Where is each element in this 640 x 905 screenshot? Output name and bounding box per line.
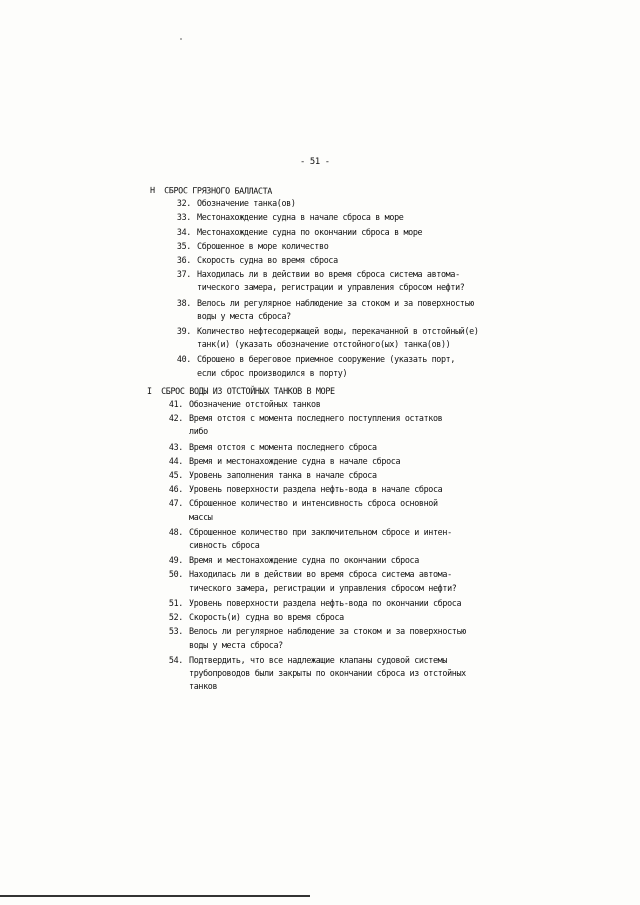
list-item — [150, 483, 530, 496]
item-number: 46. — [168, 484, 183, 495]
item-text-line: сивность сброса — [189, 540, 260, 551]
item-text — [189, 497, 530, 523]
item-text — [189, 455, 530, 468]
bottom-rule — [0, 895, 310, 897]
item-text — [197, 297, 530, 323]
item-number: 43. — [168, 441, 183, 452]
item-text-line: если сброс производился в порту) — [197, 367, 348, 378]
item-text-line: массы — [189, 511, 213, 522]
item-text-line: Скорость судна во время сброса — [197, 255, 338, 266]
scan-speck — [180, 38, 182, 40]
item-spacer — [150, 693, 530, 695]
list-item — [150, 469, 530, 482]
item-text — [189, 554, 530, 567]
item-number: 45. — [168, 470, 183, 481]
list-item — [150, 497, 530, 523]
section-title: СБРОС ВОДЫ ИЗ ОТСТОЙНЫХ ТАНКОВ В МОРЕ — [161, 385, 335, 396]
item-number: 47. — [168, 498, 183, 509]
list-item — [150, 398, 530, 411]
list-item — [150, 597, 530, 610]
list-item — [150, 568, 530, 594]
sections-container — [147, 184, 530, 695]
item-number: 33. — [176, 212, 191, 223]
item-text — [197, 254, 530, 267]
item-text-line: Обозначение отстойных танков — [189, 399, 321, 410]
item-text-line: танк(и) (указать обозначение отстойного(ых) танка(ов)) — [197, 339, 451, 350]
item-number: 41. — [168, 399, 183, 410]
item-text-line: Находилась ли в действии во время сброса система автома- — [197, 269, 460, 280]
list-item — [150, 654, 530, 694]
list-item — [150, 526, 530, 552]
item-number: 51. — [168, 597, 183, 608]
item-number: 35. — [176, 240, 191, 251]
item-number: 50. — [168, 569, 183, 580]
list-item — [158, 325, 530, 351]
item-number: 48. — [168, 526, 183, 537]
item-number: 38. — [176, 297, 191, 308]
list-item — [158, 268, 530, 294]
item-text-line: Сброшенное количество и интенсивность сброса основной — [189, 498, 438, 509]
item-text — [189, 526, 530, 552]
item-text — [189, 469, 530, 482]
item-text-line: Обозначение танка(ов) — [197, 198, 296, 209]
item-text-line: Время отстоя с момента последнего поступления остатков — [189, 413, 443, 424]
item-text-line: танков — [189, 681, 218, 692]
item-number: 32. — [176, 198, 191, 209]
item-text-line: Находилась ли в действии во время сброса система автома- — [189, 569, 452, 580]
item-text-line: Уровень заполнения танка в начале сброса — [189, 470, 377, 481]
list-item — [150, 412, 530, 438]
item-number: 42. — [168, 413, 183, 424]
section-2 — [147, 385, 530, 695]
item-number: 37. — [176, 269, 191, 280]
section-heading — [147, 385, 530, 398]
list-item — [150, 455, 530, 468]
list-item — [150, 611, 530, 624]
item-text — [189, 568, 530, 594]
list-item — [158, 254, 530, 267]
item-text-line: тического замера, регистрации и управления сбросом нефти? — [189, 582, 457, 593]
item-number: 53. — [168, 626, 183, 637]
list-item — [150, 554, 530, 567]
item-text — [189, 611, 530, 624]
item-text-line: Количество нефтесодержащей воды, перекачанной в отстойный(е) — [197, 326, 479, 337]
item-text — [197, 325, 530, 351]
item-text-line: Время и местонахождение судна в начале сброса — [189, 455, 401, 466]
list-item — [150, 625, 530, 651]
item-text-line: Уровень поверхности раздела нефть-вода в начале сброса — [189, 484, 443, 495]
section-letter: I — [147, 385, 152, 396]
item-text-line: Подтвердить, что все надлежащие клапаны судовой системы — [189, 654, 448, 665]
item-text-line: Велось ли регулярное наблюдение за стоком и за поверхностью — [189, 626, 466, 637]
item-text-line: Уровень поверхности раздела нефть-вода по окончании сброса — [189, 597, 462, 608]
item-text-line: Сброшено в береговое приемное сооружение (указать порт, — [197, 354, 456, 365]
item-number: 40. — [176, 354, 191, 365]
section-letter: H — [149, 185, 155, 196]
item-text-line: Время и местонахождение судна по окончании сброса — [189, 555, 419, 566]
item-text — [197, 268, 530, 294]
item-text — [189, 483, 530, 496]
list-item — [158, 353, 530, 379]
item-text-line: Велось ли регулярное наблюдение за стоком и за поверхностью — [197, 297, 474, 308]
item-number: 49. — [168, 555, 183, 566]
item-text-line: Местонахождение судна в начале сброса в море — [197, 212, 404, 223]
item-number: 54. — [168, 654, 183, 665]
item-number: 44. — [168, 455, 183, 466]
item-text — [189, 412, 530, 438]
item-text — [197, 240, 530, 253]
item-text-line: Время отстоя с момента последнего сброса — [189, 441, 377, 452]
list-item — [158, 211, 530, 224]
item-text — [189, 441, 530, 454]
item-number: 39. — [176, 326, 191, 337]
item-text-line: Сброшенное в море количество — [197, 240, 329, 251]
document-body — [147, 184, 530, 695]
list-item — [158, 297, 530, 323]
item-number: 52. — [168, 612, 183, 623]
section-heading — [150, 184, 530, 200]
list-item — [158, 226, 530, 239]
item-number: 36. — [176, 255, 191, 266]
item-number: 34. — [176, 226, 191, 237]
item-text — [197, 226, 530, 239]
item-text-line: воды у места сброса? — [189, 639, 283, 650]
section-title: СБРОС ГРЯЗНОГО БАЛЛАСТА — [164, 185, 273, 196]
list-item — [150, 441, 530, 454]
item-text-line: Местонахождение судна по окончании сброса в море — [197, 226, 423, 237]
item-text — [197, 353, 530, 379]
item-text — [189, 625, 530, 651]
item-text-line: воды у места сброса? — [197, 310, 291, 321]
item-text-line: Сброшенное количество при заключительном сбросе и интен- — [189, 526, 452, 537]
item-text — [189, 597, 530, 610]
item-text — [197, 211, 530, 224]
item-text-line: либо — [189, 426, 208, 437]
list-item — [158, 240, 530, 253]
section-1 — [150, 184, 530, 385]
item-text-line: трубопроводов были закрыты по окончании сброса из отстойных — [189, 667, 466, 678]
item-text — [189, 398, 530, 411]
item-text — [189, 654, 530, 694]
item-text-line: тического замера, регистрации и управления сбросом нефти? — [197, 282, 465, 293]
item-text-line: Скорость(и) судна во время сброса — [189, 612, 344, 623]
page-number: - 51 - — [300, 157, 330, 167]
